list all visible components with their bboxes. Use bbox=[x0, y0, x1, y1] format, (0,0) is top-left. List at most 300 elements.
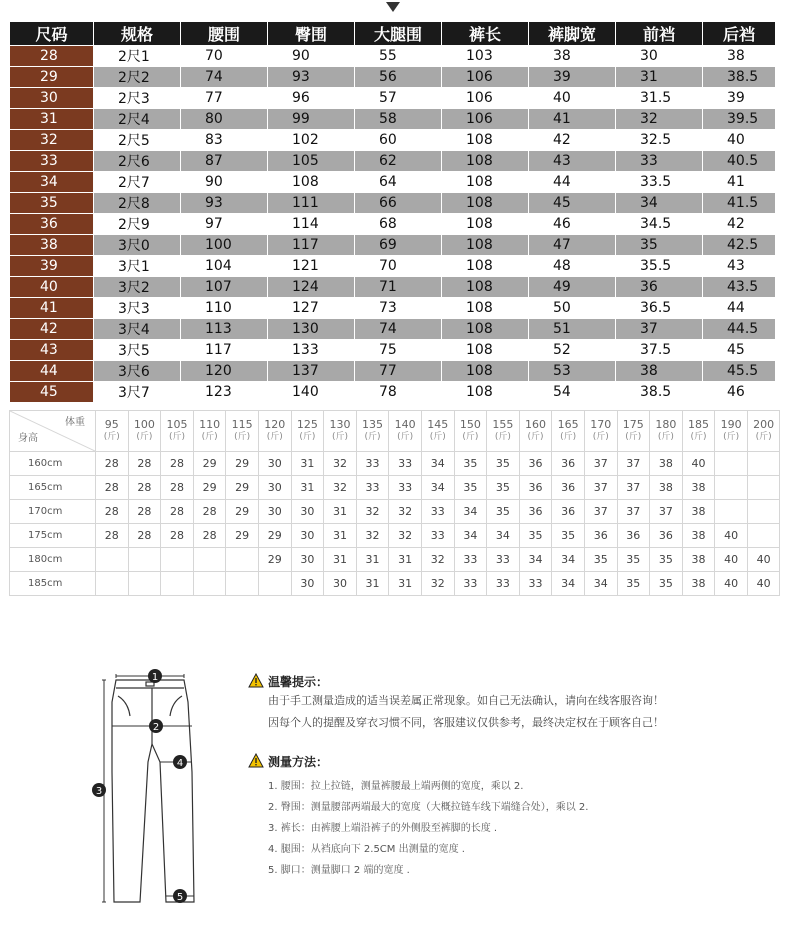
size-value-cell: 130 bbox=[268, 319, 355, 340]
size-value-cell: 106 bbox=[442, 88, 529, 109]
size-table-row bbox=[10, 298, 776, 319]
tips-heading bbox=[248, 672, 768, 690]
size-value-cell: 42 bbox=[703, 214, 776, 235]
size-value-cell: 38 bbox=[703, 46, 776, 67]
size-cell: 36 bbox=[10, 214, 94, 235]
size-cell: 42 bbox=[10, 319, 94, 340]
waist-size-cell: 29 bbox=[193, 452, 226, 476]
weight-unit: (斤) bbox=[397, 432, 414, 442]
weight-value: 105 bbox=[166, 418, 188, 431]
waist-size-cell bbox=[96, 572, 129, 596]
size-value-cell: 75 bbox=[355, 340, 442, 361]
height-label: 165cm bbox=[10, 476, 96, 500]
waist-size-cell: 32 bbox=[389, 500, 422, 524]
waist-size-cell: 31 bbox=[291, 476, 324, 500]
size-table-row bbox=[10, 256, 776, 277]
weight-value: 170 bbox=[590, 418, 612, 431]
waist-size-cell: 28 bbox=[161, 500, 194, 524]
waist-size-cell: 34 bbox=[421, 452, 454, 476]
size-cell: 38 bbox=[10, 235, 94, 256]
size-value-cell: 45 bbox=[529, 193, 616, 214]
waist-size-cell: 30 bbox=[324, 572, 357, 596]
weight-unit: (斤) bbox=[201, 432, 218, 442]
size-value-cell: 3尺3 bbox=[94, 298, 181, 319]
waist-size-cell: 36 bbox=[519, 452, 552, 476]
size-table-row bbox=[10, 277, 776, 298]
size-value-cell: 2尺6 bbox=[94, 151, 181, 172]
size-value-cell: 41.5 bbox=[703, 193, 776, 214]
size-table-row bbox=[10, 214, 776, 235]
size-header-cell: 规格 bbox=[94, 22, 181, 46]
weight-value: 180 bbox=[655, 418, 677, 431]
size-value-cell: 113 bbox=[181, 319, 268, 340]
waist-size-cell bbox=[96, 548, 129, 572]
weight-value: 130 bbox=[329, 418, 351, 431]
size-value-cell: 43 bbox=[703, 256, 776, 277]
size-value-cell: 39 bbox=[529, 67, 616, 88]
size-value-cell: 41 bbox=[529, 109, 616, 130]
size-table-row bbox=[10, 88, 776, 109]
weight-value: 190 bbox=[720, 418, 742, 431]
waist-size-cell: 35 bbox=[487, 476, 520, 500]
size-value-cell: 38.5 bbox=[703, 67, 776, 88]
size-value-cell: 32 bbox=[616, 109, 703, 130]
size-cell: 40 bbox=[10, 277, 94, 298]
waist-size-cell: 37 bbox=[617, 452, 650, 476]
size-value-cell: 35.5 bbox=[616, 256, 703, 277]
weight-unit: (斤) bbox=[331, 432, 348, 442]
waist-size-cell bbox=[226, 572, 259, 596]
weight-unit: (斤) bbox=[136, 432, 153, 442]
waist-size-cell bbox=[747, 500, 780, 524]
waist-size-cell: 35 bbox=[650, 548, 683, 572]
svg-text:3: 3 bbox=[95, 786, 103, 797]
size-header-cell: 前裆 bbox=[616, 22, 703, 46]
waist-size-cell: 36 bbox=[552, 476, 585, 500]
weight-header-cell bbox=[291, 411, 324, 452]
size-table-row bbox=[10, 151, 776, 172]
size-value-cell: 124 bbox=[268, 277, 355, 298]
waist-size-cell: 33 bbox=[487, 548, 520, 572]
weight-unit: (斤) bbox=[494, 432, 511, 442]
waist-size-cell: 31 bbox=[356, 572, 389, 596]
size-value-cell: 103 bbox=[442, 46, 529, 67]
size-value-cell: 108 bbox=[442, 130, 529, 151]
measure-item: 5. 脚口：测量脚口 2 端的宽度 . bbox=[268, 865, 410, 876]
warning-icon bbox=[248, 673, 264, 689]
weight-unit: (斤) bbox=[299, 432, 316, 442]
waist-size-cell bbox=[161, 548, 194, 572]
waist-size-cell: 31 bbox=[324, 524, 357, 548]
size-value-cell: 2尺3 bbox=[94, 88, 181, 109]
waist-size-cell: 31 bbox=[356, 548, 389, 572]
waist-size-cell: 28 bbox=[128, 524, 161, 548]
size-value-cell: 2尺9 bbox=[94, 214, 181, 235]
size-value-cell: 102 bbox=[268, 130, 355, 151]
weight-value: 140 bbox=[394, 418, 416, 431]
waist-size-cell: 31 bbox=[324, 500, 357, 524]
waist-size-cell: 33 bbox=[454, 572, 487, 596]
size-header-cell: 裤脚宽 bbox=[529, 22, 616, 46]
weight-unit: (斤) bbox=[723, 432, 740, 442]
weight-header-cell bbox=[617, 411, 650, 452]
weight-header-cell bbox=[584, 411, 617, 452]
size-value-cell: 3尺5 bbox=[94, 340, 181, 361]
waist-size-cell: 32 bbox=[421, 548, 454, 572]
waist-size-cell: 31 bbox=[389, 548, 422, 572]
size-value-cell: 140 bbox=[268, 382, 355, 403]
size-value-cell: 117 bbox=[268, 235, 355, 256]
size-value-cell: 117 bbox=[181, 340, 268, 361]
waist-size-cell: 28 bbox=[96, 476, 129, 500]
size-value-cell: 45 bbox=[703, 340, 776, 361]
waist-size-cell: 37 bbox=[617, 500, 650, 524]
size-value-cell: 31.5 bbox=[616, 88, 703, 109]
size-value-cell: 54 bbox=[529, 382, 616, 403]
waist-size-cell bbox=[226, 548, 259, 572]
weight-value: 200 bbox=[753, 418, 775, 431]
waist-size-cell: 32 bbox=[324, 476, 357, 500]
pants-outline bbox=[112, 680, 194, 902]
waist-size-cell bbox=[128, 548, 161, 572]
size-value-cell: 64 bbox=[355, 172, 442, 193]
size-value-cell: 123 bbox=[181, 382, 268, 403]
waist-size-cell: 38 bbox=[682, 500, 715, 524]
waist-size-cell: 28 bbox=[161, 476, 194, 500]
weight-value: 150 bbox=[459, 418, 481, 431]
svg-text:1: 1 bbox=[151, 672, 159, 683]
size-value-cell: 37.5 bbox=[616, 340, 703, 361]
size-value-cell: 2尺5 bbox=[94, 130, 181, 151]
size-value-cell: 73 bbox=[355, 298, 442, 319]
size-value-cell: 77 bbox=[355, 361, 442, 382]
size-header-cell: 大腿围 bbox=[355, 22, 442, 46]
size-value-cell: 40.5 bbox=[703, 151, 776, 172]
height-label: 170cm bbox=[10, 500, 96, 524]
weight-header-cell bbox=[356, 411, 389, 452]
waist-size-cell: 35 bbox=[454, 476, 487, 500]
size-value-cell: 62 bbox=[355, 151, 442, 172]
size-value-cell: 70 bbox=[181, 46, 268, 67]
waist-size-cell: 38 bbox=[682, 572, 715, 596]
waist-size-cell: 36 bbox=[519, 500, 552, 524]
waist-size-cell bbox=[193, 572, 226, 596]
size-value-cell: 77 bbox=[181, 88, 268, 109]
size-table bbox=[9, 21, 776, 403]
weight-header-row bbox=[10, 411, 780, 452]
waist-size-cell: 35 bbox=[487, 500, 520, 524]
size-value-cell: 108 bbox=[442, 235, 529, 256]
size-value-cell: 108 bbox=[442, 214, 529, 235]
weight-value: 135 bbox=[362, 418, 384, 431]
size-value-cell: 41 bbox=[703, 172, 776, 193]
svg-text:2: 2 bbox=[152, 722, 160, 733]
weight-unit: (斤) bbox=[462, 432, 479, 442]
corner-height-label: 身高 bbox=[18, 433, 38, 444]
waist-size-cell: 31 bbox=[324, 548, 357, 572]
weight-unit: (斤) bbox=[690, 432, 707, 442]
waist-size-cell: 33 bbox=[356, 476, 389, 500]
size-value-cell: 108 bbox=[442, 256, 529, 277]
weight-value: 185 bbox=[687, 418, 709, 431]
size-value-cell: 3尺6 bbox=[94, 361, 181, 382]
size-value-cell: 3尺1 bbox=[94, 256, 181, 277]
weight-header-cell bbox=[161, 411, 194, 452]
size-value-cell: 106 bbox=[442, 67, 529, 88]
size-cell: 31 bbox=[10, 109, 94, 130]
size-value-cell: 2尺1 bbox=[94, 46, 181, 67]
waist-size-cell: 28 bbox=[128, 500, 161, 524]
size-value-cell: 108 bbox=[268, 172, 355, 193]
waist-size-cell: 29 bbox=[226, 500, 259, 524]
size-cell: 28 bbox=[10, 46, 94, 67]
waist-size-cell: 34 bbox=[552, 548, 585, 572]
size-value-cell: 90 bbox=[268, 46, 355, 67]
size-header-cell: 腰围 bbox=[181, 22, 268, 46]
weight-height-table bbox=[9, 410, 780, 596]
size-value-cell: 99 bbox=[268, 109, 355, 130]
waist-size-cell bbox=[258, 572, 291, 596]
size-value-cell: 90 bbox=[181, 172, 268, 193]
size-value-cell: 137 bbox=[268, 361, 355, 382]
waist-size-cell: 32 bbox=[356, 500, 389, 524]
weight-unit: (斤) bbox=[592, 432, 609, 442]
waist-size-cell bbox=[715, 452, 748, 476]
waist-size-cell bbox=[193, 548, 226, 572]
size-value-cell: 108 bbox=[442, 382, 529, 403]
waist-size-cell: 28 bbox=[96, 524, 129, 548]
size-value-cell: 78 bbox=[355, 382, 442, 403]
waist-size-cell: 34 bbox=[584, 572, 617, 596]
size-value-cell: 45.5 bbox=[703, 361, 776, 382]
marker-5 bbox=[173, 889, 187, 903]
waist-size-cell: 30 bbox=[258, 452, 291, 476]
size-cell: 30 bbox=[10, 88, 94, 109]
size-value-cell: 3尺2 bbox=[94, 277, 181, 298]
size-value-cell: 47 bbox=[529, 235, 616, 256]
waist-size-cell: 33 bbox=[421, 524, 454, 548]
waist-size-cell: 28 bbox=[161, 452, 194, 476]
marker-1 bbox=[148, 669, 162, 683]
waist-size-cell: 36 bbox=[617, 524, 650, 548]
waist-size-cell: 35 bbox=[487, 452, 520, 476]
size-value-cell: 106 bbox=[442, 109, 529, 130]
waist-size-cell: 37 bbox=[650, 500, 683, 524]
size-value-cell: 30 bbox=[616, 46, 703, 67]
weight-value: 95 bbox=[104, 418, 119, 431]
waist-size-cell: 28 bbox=[161, 524, 194, 548]
weight-header-cell bbox=[421, 411, 454, 452]
size-value-cell: 37 bbox=[616, 319, 703, 340]
weight-unit: (斤) bbox=[266, 432, 283, 442]
waist-size-cell: 36 bbox=[650, 524, 683, 548]
waist-size-cell: 30 bbox=[291, 572, 324, 596]
weight-unit: (斤) bbox=[657, 432, 674, 442]
waist-size-cell: 30 bbox=[258, 476, 291, 500]
weight-header-cell bbox=[552, 411, 585, 452]
weight-header-cell bbox=[715, 411, 748, 452]
size-value-cell: 34 bbox=[616, 193, 703, 214]
marker-4 bbox=[173, 755, 187, 769]
waist-size-cell bbox=[747, 452, 780, 476]
weight-value: 145 bbox=[427, 418, 449, 431]
weight-value: 115 bbox=[231, 418, 253, 431]
weight-value: 120 bbox=[264, 418, 286, 431]
size-value-cell: 58 bbox=[355, 109, 442, 130]
size-value-cell: 2尺4 bbox=[94, 109, 181, 130]
size-value-cell: 3尺4 bbox=[94, 319, 181, 340]
weight-header-cell bbox=[324, 411, 357, 452]
waist-size-cell: 38 bbox=[682, 548, 715, 572]
weight-value: 110 bbox=[199, 418, 221, 431]
waist-size-cell: 31 bbox=[291, 452, 324, 476]
size-table-row bbox=[10, 319, 776, 340]
size-value-cell: 71 bbox=[355, 277, 442, 298]
waist-size-cell: 32 bbox=[356, 524, 389, 548]
size-table-row bbox=[10, 340, 776, 361]
size-header-cell: 裤长 bbox=[442, 22, 529, 46]
svg-text:5: 5 bbox=[176, 892, 184, 903]
size-value-cell: 44 bbox=[529, 172, 616, 193]
size-value-cell: 3尺7 bbox=[94, 382, 181, 403]
size-value-cell: 93 bbox=[268, 67, 355, 88]
size-value-cell: 108 bbox=[442, 172, 529, 193]
weight-unit: (斤) bbox=[429, 432, 446, 442]
size-value-cell: 110 bbox=[181, 298, 268, 319]
size-cell: 32 bbox=[10, 130, 94, 151]
weight-value: 175 bbox=[622, 418, 644, 431]
size-value-cell: 120 bbox=[181, 361, 268, 382]
size-cell: 39 bbox=[10, 256, 94, 277]
size-value-cell: 133 bbox=[268, 340, 355, 361]
size-table-row bbox=[10, 361, 776, 382]
notes-panel bbox=[248, 672, 768, 881]
size-table-header bbox=[10, 22, 776, 46]
size-value-cell: 108 bbox=[442, 193, 529, 214]
waist-size-cell: 32 bbox=[324, 452, 357, 476]
weight-value: 125 bbox=[296, 418, 318, 431]
height-row bbox=[10, 524, 780, 548]
size-value-cell: 105 bbox=[268, 151, 355, 172]
waist-size-cell: 40 bbox=[715, 524, 748, 548]
measure-item: 4. 腿围：从裆底向下 2.5CM 出测量的宽度 . bbox=[268, 844, 465, 855]
marker-3 bbox=[92, 783, 106, 797]
size-value-cell: 108 bbox=[442, 361, 529, 382]
waist-size-cell: 36 bbox=[519, 476, 552, 500]
size-value-cell: 42.5 bbox=[703, 235, 776, 256]
height-row bbox=[10, 452, 780, 476]
size-value-cell: 87 bbox=[181, 151, 268, 172]
weight-header-cell bbox=[650, 411, 683, 452]
weight-value: 165 bbox=[557, 418, 579, 431]
weight-value: 100 bbox=[133, 418, 155, 431]
size-cell: 35 bbox=[10, 193, 94, 214]
waist-size-cell: 34 bbox=[454, 524, 487, 548]
height-label: 175cm bbox=[10, 524, 96, 548]
waist-size-cell: 37 bbox=[617, 476, 650, 500]
waist-size-cell bbox=[747, 524, 780, 548]
size-value-cell: 66 bbox=[355, 193, 442, 214]
waist-size-cell: 38 bbox=[650, 476, 683, 500]
waist-size-cell: 33 bbox=[356, 452, 389, 476]
waist-size-cell: 35 bbox=[519, 524, 552, 548]
waist-size-cell: 34 bbox=[487, 524, 520, 548]
size-cell: 33 bbox=[10, 151, 94, 172]
weight-unit: (斤) bbox=[103, 432, 120, 442]
size-value-cell: 39.5 bbox=[703, 109, 776, 130]
height-label: 185cm bbox=[10, 572, 96, 596]
size-value-cell: 121 bbox=[268, 256, 355, 277]
waist-size-cell: 37 bbox=[584, 476, 617, 500]
waist-size-cell bbox=[161, 572, 194, 596]
marker-2 bbox=[149, 719, 163, 733]
size-value-cell: 127 bbox=[268, 298, 355, 319]
measure-item: 3. 裤长：由裤腰上端沿裤子的外侧股至裤脚的长度 . bbox=[268, 823, 498, 834]
waist-size-cell: 36 bbox=[552, 452, 585, 476]
waist-size-cell: 36 bbox=[584, 524, 617, 548]
svg-text:4: 4 bbox=[176, 758, 184, 769]
waist-size-cell: 29 bbox=[226, 476, 259, 500]
waist-size-cell: 35 bbox=[454, 452, 487, 476]
waist-size-cell: 32 bbox=[421, 572, 454, 596]
size-value-cell: 70 bbox=[355, 256, 442, 277]
size-header-cell: 臀围 bbox=[268, 22, 355, 46]
size-value-cell: 50 bbox=[529, 298, 616, 319]
size-value-cell: 43.5 bbox=[703, 277, 776, 298]
waist-size-cell: 33 bbox=[519, 572, 552, 596]
waist-size-cell: 32 bbox=[389, 524, 422, 548]
size-value-cell: 31 bbox=[616, 67, 703, 88]
waist-size-cell: 33 bbox=[454, 548, 487, 572]
size-value-cell: 57 bbox=[355, 88, 442, 109]
size-value-cell: 83 bbox=[181, 130, 268, 151]
size-table-row bbox=[10, 130, 776, 151]
waist-size-cell: 38 bbox=[650, 452, 683, 476]
size-value-cell: 36.5 bbox=[616, 298, 703, 319]
size-value-cell: 32.5 bbox=[616, 130, 703, 151]
size-value-cell: 108 bbox=[442, 151, 529, 172]
size-value-cell: 40 bbox=[703, 130, 776, 151]
warning-icon bbox=[248, 753, 264, 769]
waist-size-cell: 28 bbox=[128, 476, 161, 500]
size-value-cell: 93 bbox=[181, 193, 268, 214]
height-label: 180cm bbox=[10, 548, 96, 572]
weight-header-cell bbox=[226, 411, 259, 452]
size-table-row bbox=[10, 109, 776, 130]
weight-header-cell bbox=[747, 411, 780, 452]
size-value-cell: 49 bbox=[529, 277, 616, 298]
waist-size-cell: 33 bbox=[421, 500, 454, 524]
waist-size-cell: 36 bbox=[552, 500, 585, 524]
waist-size-cell: 40 bbox=[747, 572, 780, 596]
size-value-cell: 46 bbox=[529, 214, 616, 235]
weight-header-cell bbox=[96, 411, 129, 452]
size-value-cell: 68 bbox=[355, 214, 442, 235]
height-label: 160cm bbox=[10, 452, 96, 476]
weight-unit: (斤) bbox=[560, 432, 577, 442]
size-value-cell: 114 bbox=[268, 214, 355, 235]
size-value-cell: 3尺0 bbox=[94, 235, 181, 256]
weight-unit: (斤) bbox=[755, 432, 772, 442]
waist-size-cell: 29 bbox=[226, 452, 259, 476]
waist-size-cell: 38 bbox=[682, 476, 715, 500]
height-row bbox=[10, 548, 780, 572]
size-value-cell: 38 bbox=[529, 46, 616, 67]
waist-size-cell: 31 bbox=[389, 572, 422, 596]
measure-title: 测量方法： bbox=[268, 754, 329, 769]
weight-header-cell bbox=[128, 411, 161, 452]
waist-size-cell bbox=[128, 572, 161, 596]
